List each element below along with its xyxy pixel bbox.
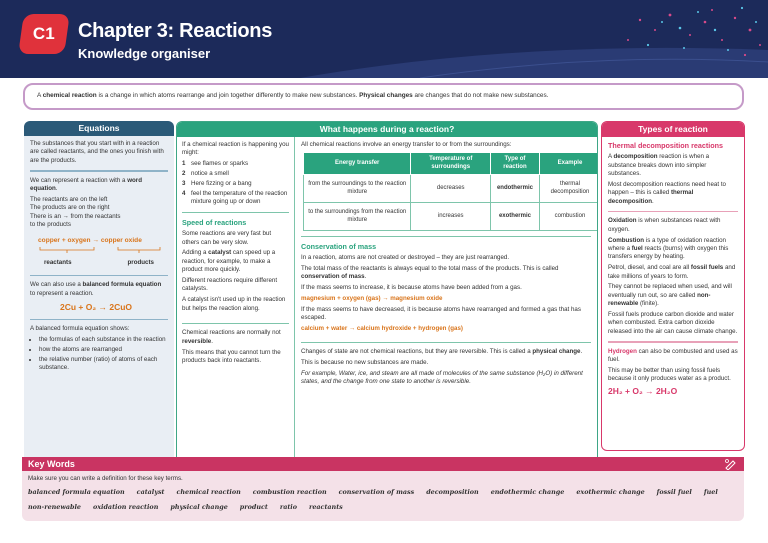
conservation-text: The total mass of the reactants is always equal to the total mass of the products. This is called conservation of mass. xyxy=(301,265,559,281)
balanced-bullets xyxy=(30,336,168,372)
energy-intro: All chemical reactions involve an energy transfer to or from the surroundings: xyxy=(301,141,512,148)
key-words-heading: Key Words xyxy=(22,457,744,471)
word-equation-text: We can represent a reaction with a word equation. xyxy=(30,176,142,192)
key-term: physical change xyxy=(170,503,228,511)
what-happens-panel xyxy=(176,121,598,511)
divider xyxy=(182,323,289,325)
table-row: to the surroundings from the reaction mixture increases exothermic combustion xyxy=(304,202,599,230)
hydrogen-equation: 2H₂ + O₂ → 2H₂O xyxy=(608,386,678,397)
word-equation-rules: The reactants are on the left The products are on the right There is an → from the reactants to the products xyxy=(30,195,121,228)
pencil-icon xyxy=(724,458,736,470)
list-item: • the relative number (ratio) of atoms of each substance. xyxy=(39,356,168,373)
hydrogen-text: Hydrogen can also be combusted and used as fuel. xyxy=(608,347,738,363)
balanced-formula: 2Cu + O₂ → 2CuO xyxy=(60,302,133,313)
hydrogen-detail: This may be better than using fossil fuels because it only produces water as a product. xyxy=(608,366,731,383)
list-item: 2 notice a smell xyxy=(182,170,229,178)
thermal-decomposition-text: Most decomposition reactions need heat to happen – this is called thermal decomposition. xyxy=(608,180,726,205)
balanced-shows: A balanced formula equation shows: xyxy=(30,325,130,333)
page-subtitle: Knowledge organiser xyxy=(78,46,211,61)
table-header: Example xyxy=(539,153,598,174)
key-term: decomposition xyxy=(426,488,479,497)
physical-change-text: Changes of state are not chemical reactions, but they are reversible. This is called a physical change. xyxy=(301,348,583,356)
magnesium-equation: magnesium + oxygen (gas) → magnesium oxide xyxy=(301,295,443,303)
signs-list xyxy=(182,160,289,206)
fossil-fuels-text: Petrol, diesel, and coal are all fossil fuels and take millions of years to form. xyxy=(608,264,736,280)
list-item: 1 see flames or sparks xyxy=(182,160,249,168)
what-happens-heading: What happens during a reaction? xyxy=(177,122,597,137)
key-term: oxidation reaction xyxy=(92,503,159,511)
key-words-panel xyxy=(22,457,744,521)
speed-text: A catalyst isn't used up in the reaction but helps the reaction along. xyxy=(182,296,286,312)
key-term: combustion reaction xyxy=(252,488,327,497)
catalyst-text: Adding a catalyst can speed up a reaction, for example, to make a product more quickly. xyxy=(182,249,276,274)
types-panel xyxy=(601,121,745,451)
combustion-text: Combustion is a type of oxidation reaction where a fuel reacts (burns) with oxygen this transfers energy by heating. xyxy=(608,236,729,261)
reaction-signs-column xyxy=(177,137,295,509)
key-term: conservation of mass xyxy=(338,488,415,497)
reversible-text: Chemical reactions are normally not reversible. xyxy=(182,329,281,345)
key-term: endothermic change xyxy=(490,488,565,497)
equations-intro: The substances that you start with in a reaction are called reactants, and the ones you finish with are the products. xyxy=(30,140,164,164)
balanced-equation-text: We can also use a balanced formula equation to represent a reaction. xyxy=(30,281,162,297)
thermal-decomposition-heading: Thermal decomposition reactions xyxy=(608,141,724,150)
equation-brackets xyxy=(38,246,168,254)
list-item: 3 Here fizzing or a bang xyxy=(182,179,252,187)
key-term: fuel xyxy=(703,488,718,497)
conservation-heading: Conservation of mass xyxy=(301,242,377,252)
energy-table xyxy=(303,152,598,230)
key-term: catalyst xyxy=(136,488,165,497)
chapter-badge: C1 xyxy=(18,14,70,54)
speed-text: Some reactions are very fast but others can be very slow. xyxy=(182,230,272,246)
conservation-text: If the mass seems to increase, it is because atoms have been added from a gas. xyxy=(301,284,522,292)
divider xyxy=(30,275,168,277)
key-term: ratio xyxy=(279,503,297,511)
physical-change-example: For example, Water, ice, and steam are all made of molecules of the same substance (H₂O) in different states, and the change from one state to another is reversible. xyxy=(301,369,583,386)
equations-heading: Equations xyxy=(24,121,174,136)
physical-change-detail: This is because no new substances are made. xyxy=(301,359,429,366)
list-item: • the formulas of each substance in the reaction xyxy=(39,336,168,344)
table-row: from the surroundings to the reaction mixture decreases endothermic thermal decomposition xyxy=(304,174,599,202)
divider xyxy=(301,342,591,344)
header-banner xyxy=(0,0,768,78)
reactants-label: reactants xyxy=(44,259,72,267)
list-item: 4 feel the temperature of the reaction mixture going up or down xyxy=(182,189,288,206)
products-label: products xyxy=(127,259,154,267)
energy-column xyxy=(295,137,597,509)
table-header: Type of reaction xyxy=(491,153,540,174)
speed-text: Different reactions require different catalysts. xyxy=(182,277,278,293)
conservation-text: If the mass seems to have decreased, it is because atoms have rearranged and formed a gas that has escaped. xyxy=(301,306,581,322)
key-words-intro: Make sure you can write a definition for these key terms. xyxy=(28,475,183,482)
table-header: Energy transfer xyxy=(304,153,411,174)
oxidation-text: Oxidation is when substances react with oxygen. xyxy=(608,217,721,233)
divider xyxy=(608,341,738,343)
decomposition-text: A decomposition reaction is when a substance breaks down into simpler substances. xyxy=(608,153,710,177)
divider xyxy=(301,236,591,238)
key-term: reactants xyxy=(308,503,343,511)
table-header: Temperature of surroundings xyxy=(411,153,491,174)
divider xyxy=(182,212,289,214)
types-heading: Types of reaction xyxy=(602,122,744,137)
divider xyxy=(608,211,738,213)
climate-text: Fossil fuels produce carbon dioxide and water when combusted. Extra carbon dioxide released into the air can cause climate change. xyxy=(608,310,738,335)
non-renewable-text: They cannot be replaced when used, and will eventually run out, so are called non-renewable (finite). xyxy=(608,283,732,308)
calcium-equation: calcium + water → calcium hydroxide + hydrogen (gas) xyxy=(301,325,463,333)
key-term: fossil fuel xyxy=(656,488,692,497)
key-term: non-renewable xyxy=(28,503,81,511)
key-term: product xyxy=(239,503,268,511)
conservation-text: In a reaction, atoms are not created or destroyed – they are just rearranged. xyxy=(301,254,510,262)
definition-box: A chemical reaction is a change in which atoms rearrange and join together differently to make new substances. Physical changes are changes that do not make new substances. xyxy=(23,83,744,110)
key-term: balanced formula equation xyxy=(28,488,125,497)
key-words-list xyxy=(22,486,742,513)
key-term: chemical reaction xyxy=(176,488,241,497)
signs-intro: If a chemical reaction is happening you might: xyxy=(182,141,289,157)
word-equation-example: copper + oxygen → copper oxide xyxy=(38,237,142,245)
key-term: exothermic change xyxy=(576,488,645,497)
divider xyxy=(30,319,168,321)
page-title: Chapter 3: Reactions xyxy=(78,20,273,42)
reversible-detail: This means that you cannot turn the products back into reactants. xyxy=(182,348,281,365)
divider xyxy=(30,170,168,172)
speed-heading: Speed of reactions xyxy=(182,218,247,228)
list-item: • how the atoms are rearranged xyxy=(39,346,168,354)
